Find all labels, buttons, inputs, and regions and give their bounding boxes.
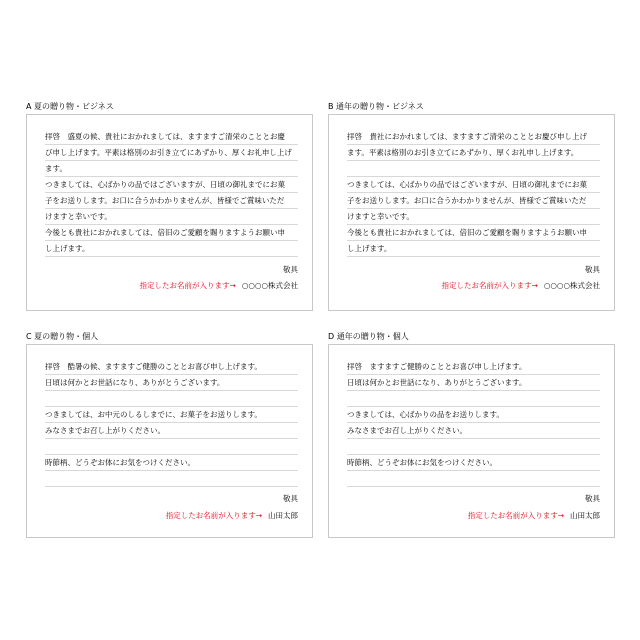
letter-line: び申し上げます。平素は格別のお引き立てにあずかり、厚くお礼申し上げ <box>45 145 298 161</box>
card-label-d: D 通年の贈り物・個人 <box>328 332 409 341</box>
letter-line <box>347 471 600 487</box>
letter-body-b <box>347 129 600 257</box>
sender-row <box>140 281 298 291</box>
sender-row <box>468 511 600 521</box>
sender-row <box>166 511 298 521</box>
letter-card-c <box>26 344 313 538</box>
letter-line <box>347 439 600 455</box>
letter-card-a <box>26 114 313 311</box>
letter-line: つきましては、心ばかりの品ではございますが、日頃の御礼までにお菓 <box>45 177 298 193</box>
letter-line: つきましては、心ばかりの品ではございますが、日頃の御礼までにお菓 <box>347 177 600 193</box>
letter-line: 拝啓 盛夏の候、貴社におかれましては、ますますご清栄のこととお慶 <box>45 129 298 145</box>
letter-line: し上げます。 <box>45 241 298 257</box>
letter-line: し上げます。 <box>347 241 600 257</box>
closing-keigu: 敬具 <box>585 265 600 274</box>
letter-line: 拝啓 貴社におかれましては、ますますご清栄のこととお慶び申し上げ <box>347 129 600 145</box>
letter-line: みなさまでお召し上がりください。 <box>347 423 600 439</box>
letter-line: 拝啓 酷暑の候、ますますご健勝のこととお喜び申し上げます。 <box>45 359 298 375</box>
letter-line <box>347 161 600 177</box>
name-placeholder-note: 指定したお名前が入ります→ <box>467 511 564 520</box>
letter-body-c <box>45 359 298 487</box>
letter-line <box>347 391 600 407</box>
closing-keigu: 敬具 <box>585 494 600 503</box>
letter-line: つきましては、お中元のしるしまでに、お菓子をお送りします。 <box>45 407 298 423</box>
letter-line: 今後とも貴社におかれましては、倍旧のご愛顧を賜りますようお願い申 <box>45 225 298 241</box>
card-label-a: A 夏の贈り物・ビジネス <box>26 102 114 111</box>
letter-line <box>45 439 298 455</box>
sender-name: 山田太郎 <box>570 511 600 520</box>
letter-line: 時節柄、どうぞお体にお気をつけください。 <box>347 455 600 471</box>
letter-line: 時節柄、どうぞお体にお気をつけください。 <box>45 455 298 471</box>
name-placeholder-note: 指定したお名前が入ります→ <box>441 281 538 290</box>
sender-name: 山田太郎 <box>268 511 298 520</box>
letter-line: けますと幸いです。 <box>347 209 600 225</box>
letter-card-d <box>328 344 615 538</box>
letter-line: 今後とも貴社におかれましては、倍旧のご愛顧を賜りますようお願い申 <box>347 225 600 241</box>
letter-line: 子をお送りします。お口に合うかわかりませんが、皆様でご賞味いただ <box>347 193 600 209</box>
card-label-b: B 通年の贈り物・ビジネス <box>328 102 424 111</box>
letter-body-a <box>45 129 298 257</box>
name-placeholder-note: 指定したお名前が入ります→ <box>139 281 236 290</box>
card-label-c: C 夏の贈り物・個人 <box>26 332 99 341</box>
letter-line <box>45 471 298 487</box>
letter-card-b <box>328 114 615 311</box>
letter-line: 子をお送りします。お口に合うかわかりませんが、皆様でご賞味いただ <box>45 193 298 209</box>
letter-body-d <box>347 359 600 487</box>
letter-line: 拝啓 ますますご健勝のこととお喜び申し上げます。 <box>347 359 600 375</box>
closing-keigu: 敬具 <box>283 494 298 503</box>
sender-row <box>442 281 600 291</box>
closing-keigu: 敬具 <box>283 265 298 274</box>
letter-line: つきましては、心ばかりの品をお送りします。 <box>347 407 600 423</box>
letter-line: 日頃は何かとお世話になり、ありがとうございます。 <box>45 375 298 391</box>
letter-line: 日頃は何かとお世話になり、ありがとうございます。 <box>347 375 600 391</box>
sender-name: ○○○○株式会社 <box>543 281 600 290</box>
letter-line <box>45 391 298 407</box>
letter-line: ます。平素は格別のお引き立てにあずかり、厚くお礼申し上げます。 <box>347 145 600 161</box>
letter-line: けますと幸いです。 <box>45 209 298 225</box>
letter-line: ます。 <box>45 161 298 177</box>
sender-name: ○○○○株式会社 <box>241 281 298 290</box>
name-placeholder-note: 指定したお名前が入ります→ <box>165 511 262 520</box>
letter-line: みなさまでお召し上がりください。 <box>45 423 298 439</box>
